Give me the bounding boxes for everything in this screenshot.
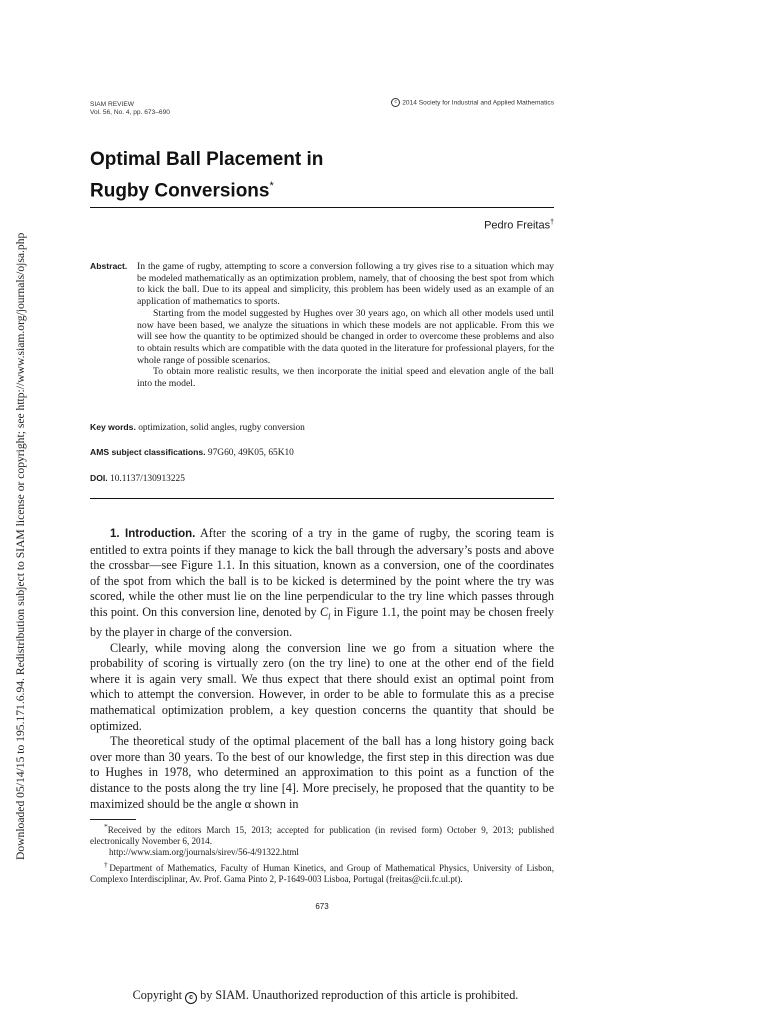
page-number: 673 <box>315 902 329 911</box>
footnote-1-text: Received by the editors March 15, 2013; accepted for publication (in revised form) October 9, 2013; published electronically November 6, 2014. <box>90 825 554 847</box>
ams-label: AMS subject classifications. <box>90 447 206 457</box>
copyright-footer <box>0 988 651 1004</box>
doi-label: DOI. <box>90 473 108 483</box>
intro-paragraph-3: The theoretical study of the optimal placement of the ball has a long history going back over more than 30 years. To the best of our knowledge, the first step in this direction was due to Hughes in 1978, who determined an approximation to this point as a function of the distance to the posts along the try line [4]. More precisely, he proposed that the quantity to be maximized should be the angle α shown in <box>90 734 554 811</box>
footnote-2 <box>90 859 554 885</box>
introduction-section <box>90 526 554 812</box>
conversion-line-subscript: l <box>328 612 331 622</box>
footer-post: by SIAM. Unauthorized reproduction of this article is prohibited. <box>200 988 519 1002</box>
footnote-1-url[interactable]: http://www.siam.org/journals/sirev/56-4/91322.html <box>109 847 299 858</box>
doi-value[interactable]: 10.1137/130913225 <box>110 474 185 484</box>
abstract-label: Abstract. <box>90 261 128 271</box>
journal-volume: Vol. 56, No. 4, pp. 673–690 <box>90 109 170 116</box>
intro-paragraph-2: Clearly, while moving along the conversion line we go from a situation where the probability of scoring is virtually zero (on the try line) to one at the other end of the field where it is again very small. We thus expect that there should exist an optimal point from which to attempt the conversion. However, in order to be able to formulate this as a precise mathematical optimization problem, a key question concerns the quantity that should be optimized. <box>90 640 554 733</box>
footnote-rule <box>90 819 136 820</box>
abstract-body <box>137 261 554 390</box>
doi <box>90 473 185 484</box>
journal-header <box>90 101 170 117</box>
title-line-2 <box>90 173 323 204</box>
abstract-paragraph-1: In the game of rugby, attempting to score a conversion following a try gives rise to a situation which may be modeled mathematically as an optimization problem, namely, that of choosing the best spot from which to kick the ball. Due to its appeal and simplicity, this problem has been widely used as an example of an application of mathematics to sports. <box>137 261 554 308</box>
keywords <box>90 422 305 433</box>
author <box>300 219 554 232</box>
ams-classifications <box>90 447 294 458</box>
intro-p1-part-b: in Figure 1.1, the point may be chosen freely by the player in charge of the conversion. <box>90 604 555 639</box>
abstract <box>90 261 554 390</box>
author-footnote-mark: † <box>550 219 554 226</box>
journal-name: SIAM REVIEW <box>90 101 134 108</box>
title-footnote-mark: * <box>269 180 274 192</box>
intro-p1-part-a: After the scoring of a try in the game of rugby, the scoring team is entitled to extra points if they manage to kick the ball through the adversary’s posts and above the crossbar—see Figure 1.1. In this situation, known as a conversion, one of the coordinates of the spot from which the ball is to be kicked is determined by the point where the try was scored, while the other must lie on the line perpendicular to the try line which passes through this point. On this conversion line, denoted by <box>90 526 554 619</box>
section-heading: 1. Introduction. <box>110 528 196 540</box>
keywords-label: Key words. <box>90 422 136 432</box>
title-line-2-text: Rugby Conversions <box>90 180 270 202</box>
journal-copyright <box>384 98 554 107</box>
footer-pre: Copyright <box>132 988 183 1002</box>
footnotes <box>90 821 554 885</box>
abstract-paragraph-3: To obtain more realistic results, we then incorporate the initial speed and elevation angle of the ball into the model. <box>137 366 554 390</box>
author-name: Pedro Freitas <box>484 219 551 232</box>
ams-value: 97G60, 49K05, 65K10 <box>207 448 294 458</box>
intro-paragraph-1 <box>90 526 554 641</box>
copyright-icon: c <box>391 98 400 107</box>
title-rule <box>90 207 554 208</box>
keywords-value: optimization, solid angles, rugby conversion <box>138 423 305 433</box>
footnote-1 <box>90 821 554 847</box>
footnote-1-mark: * <box>104 822 108 831</box>
abstract-paragraph-2: Starting from the model suggested by Hughes over 30 years ago, on which all other models used until now have been based, we analyze the situations in which these models are not applicable. From this we will see how the quantity to be optimized should be changed in order to overcome these problems and also to obtain results which are compatible with the data quoted in the literature for professional players, for the whole range of possible scenarios. <box>137 307 554 366</box>
footnote-2-mark: † <box>104 859 110 869</box>
paper-title <box>90 146 323 204</box>
abstract-rule <box>90 498 554 499</box>
footnote-2-text: Department of Mathematics, Faculty of Human Kinetics, and Group of Mathematical Physics, University of Lisbon, Complexo Interdisciplinar, Av. Prof. Gama Pinto 2, P-1649-003 Lisboa, Portugal (freitas@cii.fc.ul.pt). <box>90 862 554 884</box>
journal-copyright-text: 2014 Society for Industrial and Applied Mathematics <box>402 99 554 107</box>
conversion-line-symbol: C <box>319 604 329 619</box>
footer-copyright-icon: c <box>185 992 197 1004</box>
download-notice: Downloaded 05/14/15 to 195.171.6.94. Redistribution subject to SIAM license or copyright; see http://www.siam.org/journals/ojsa.php <box>14 232 27 860</box>
title-line-1: Optimal Ball Placement in <box>90 149 324 170</box>
